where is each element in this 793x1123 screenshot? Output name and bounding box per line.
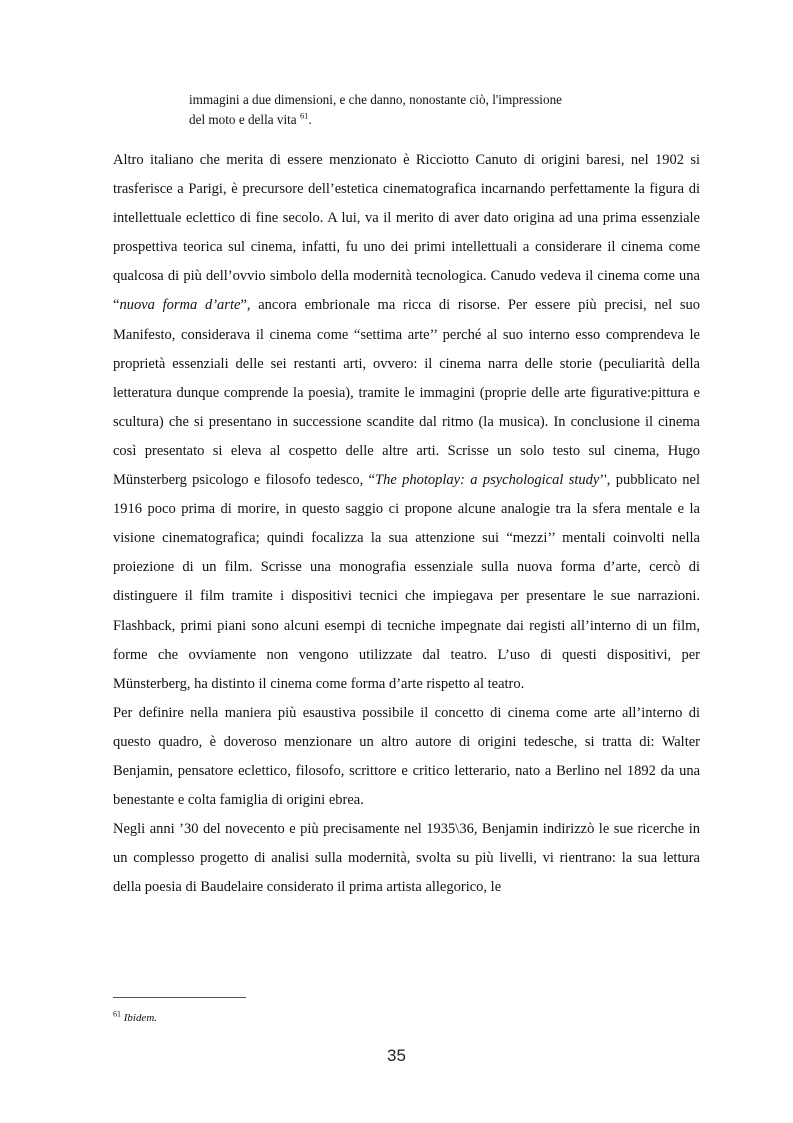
footnote-reference[interactable]: 61 [299,110,309,121]
paragraph-1-part-a: Altro italiano che merita di essere menzionato è Ricciotto Canuto di origini baresi, nel 1902 si trasferisce a Parigi, è precursore dell’estetica cinematografica incarnando perfettamente la figura di intellettuale eclettico di fine secolo. A lui, va il merito di aver dato origina ad una prima essenziale prospettiva teorica sul cinema, infatti, fu uno dei primi intellettuali a considerare il cinema come qualcosa di più dell’ovvio simbolo della modernità tecnologica. Canudo vedeva il cinema come una “ [113,152,700,314]
page-number: 35 [387,1046,406,1065]
paragraph-benjamin-intro: Per definire nella maniera più esaustiva possibile il concetto di cinema come arte all’interno di questo quadro, è doveroso menzionare un altro autore di origini tedesche, si tratta di: Walter Benjamin, pensatore eclettico, filosofo, scrittore e critico letterario, nato a Berlino nel 1892 da una benestante e colta famiglia di origini ebrea. [113,704,700,809]
footnote-separator [113,997,246,998]
block-quote [189,90,629,130]
quote-line-2 [189,110,629,130]
paragraph-canuto [113,146,700,699]
title-nuova-forma-darte: nuova forma d’arte [119,297,241,314]
footnote-number: 61 [113,1009,121,1019]
paragraph-1-part-e: ’', pubblicato nel 1916 poco prima di morire, in questo saggio ci propone alcune analogie tra la sfera mentale e la visione cinematografica; quindi focalizza la sua attenzione sui “mezzi’’ mentali coinvolti nella proiezione di un film. Scrisse una monografia essenziale sulla nuova forma d’arte, cercò di distinguere il film tramite i dispositivi tecnici che impiegava per presentare le sue narrazioni. Flashback, primi piani sono alcuni esempi di tecniche impegnate dai registi all’interno di un film, forme che ovviamente non vengono utilizzate dal teatro. L’uso di questi dispositivi, per Münsterberg, ha distinto il cinema come forma d’arte rispetto al teatro. [113,472,700,692]
quote-end: . [308,112,312,127]
body-text [113,146,700,902]
title-the-photoplay: The photoplay: a psychological study [375,472,600,489]
quote-line-1: immagini a due dimensioni, e che danno, nonostante ciò, l'impressione [189,92,563,107]
paragraph-1-part-c: ”, ancora embrionale ma ricca di risorse. Per essere più precisi, nel suo Manifesto, considerava il cinema come “settima arte’’ perché al suo interno esso comprendeva le proprietà essenziali delle sei restanti arti, ovvero: il cinema narra delle storie (peculiarità della letteratura dunque comprende la poesia), tramite le immagini (proprie delle arte figurative:pittura e scultura) che si presentano in successione scandite dal ritmo (la musica). In conclusione il cinema così presentato si eleva al cospetto delle altre arti. Scrisse un solo testo sul cinema, Hugo Münsterberg psicologo e filosofo tedesco, “ [113,297,700,489]
footnote [113,1009,158,1024]
quote-line-2-text: del moto e della vita [189,112,297,127]
footnote-text: Ibidem. [123,1012,158,1024]
paragraph-benjamin-research: Negli anni ’30 del novecento e più precisamente nel 1935\36, Benjamin indirizzò le sue ricerche in un complesso progetto di analisi sulla modernità, svolta su più livelli, vi rientrano: la sua lettura della poesia di Baudelaire considerato il prima artista allegorico, le [113,821,700,896]
